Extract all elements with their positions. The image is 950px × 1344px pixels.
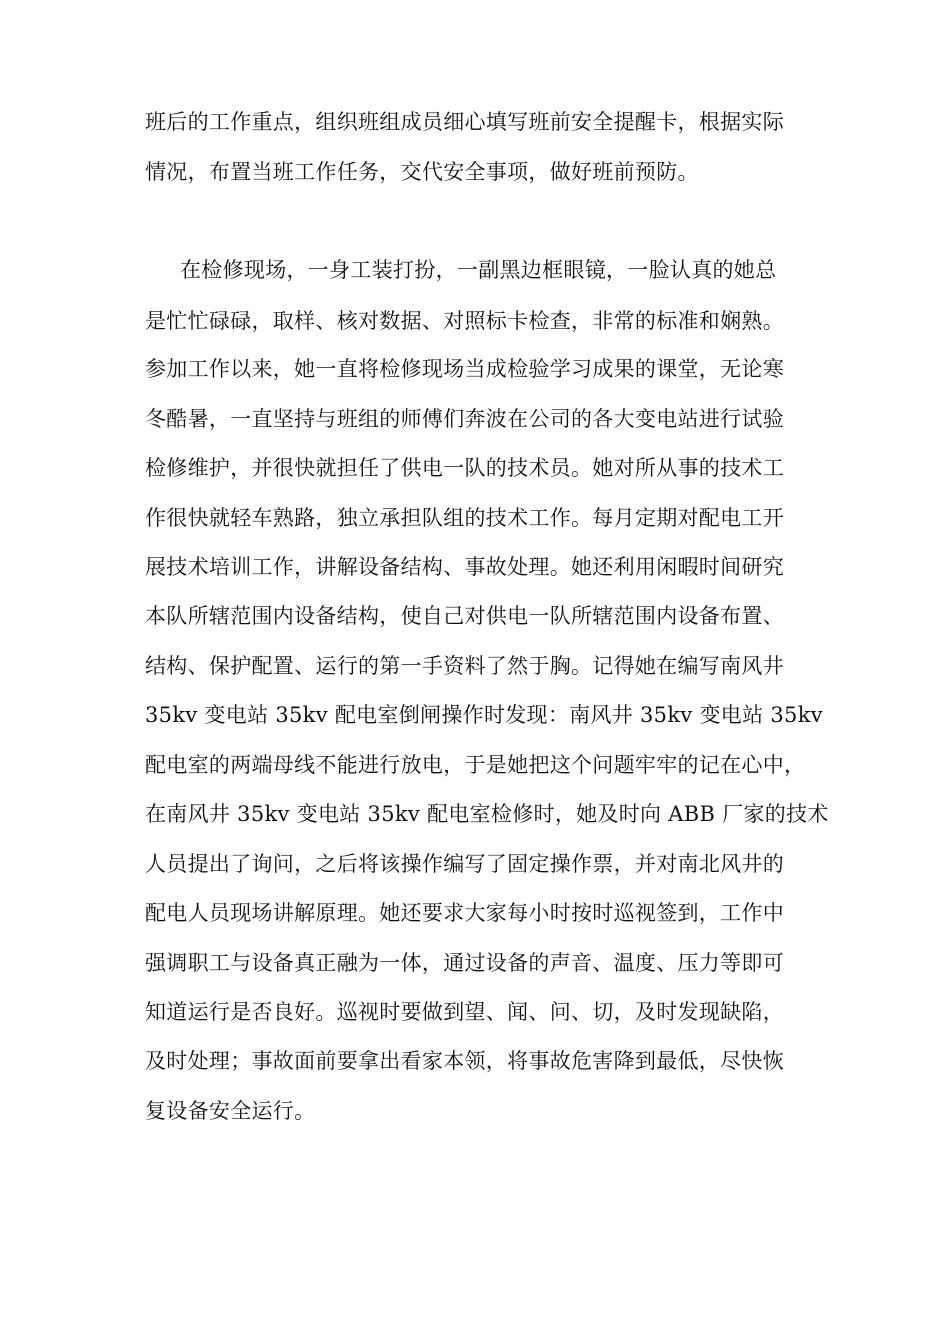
paragraph-2-line-17: 及时处理；事故面前要拿出看家本领，将事故危害降到最低，尽快恢: [145, 1049, 784, 1073]
paragraph-2-line-1: 在检修现场，一身工装打扮，一副黑边框眼镜，一脸认真的她总: [180, 258, 777, 282]
paragraph-2-line-9: 结构、保护配置、运行的第一手资料了然于胸。记得她在编写南风井: [145, 654, 784, 678]
paragraph-2-line-18: 复设备安全运行。: [145, 1099, 316, 1123]
paragraph-2-line-12: 在南风井 35kv 变电站 35kv 配电室检修时，她及时向 ABB 厂家的技术: [145, 802, 829, 826]
paragraph-2-line-10: 35kv 变电站 35kv 配电室倒闸操作时发现：南风井 35kv 变电站 35kv: [145, 703, 823, 727]
paragraph-1-line-2: 情况，布置当班工作任务，交代安全事项，做好班前预防。: [145, 160, 699, 184]
paragraph-2-line-8: 本队所辖范围内设备结构，使自己对供电一队所辖范围内设备布置、: [145, 604, 784, 628]
paragraph-2-line-4: 冬酷暑，一直坚持与班组的师傅们奔波在公司的各大变电站进行试验: [145, 407, 784, 431]
paragraph-2-line-15: 强调职工与设备真正融为一体，通过设备的声音、温度、压力等即可: [145, 951, 784, 975]
paragraph-2-line-7: 展技术培训工作，讲解设备结构、事故处理。她还利用闲暇时间研究: [145, 555, 784, 579]
paragraph-2-line-13: 人员提出了询问，之后将该操作编写了固定操作票，并对南北风井的: [145, 852, 784, 876]
paragraph-2-line-5: 检修维护，并很快就担任了供电一队的技术员。她对所从事的技术工: [145, 456, 784, 480]
paragraph-2-line-2: 是忙忙碌碌，取样、核对数据、对照标卡检查，非常的标准和娴熟。: [145, 309, 784, 333]
paragraph-2-line-3: 参加工作以来，她一直将检修现场当成检验学习成果的课堂，无论寒: [145, 357, 784, 381]
paragraph-2-line-6: 作很快就轻车熟路，独立承担队组的技术工作。每月定期对配电工开: [145, 506, 784, 530]
paragraph-1-line-1: 班后的工作重点，组织班组成员细心填写班前安全提醒卡，根据实际: [145, 110, 784, 134]
paragraph-2-line-16: 知道运行是否良好。巡视时要做到望、闻、问、切，及时发现缺陷，: [145, 1000, 784, 1024]
paragraph-2-line-14: 配电人员现场讲解原理。她还要求大家每小时按时巡视签到，工作中: [145, 901, 784, 925]
paragraph-2-line-11: 配电室的两端母线不能进行放电，于是她把这个问题牢牢的记在心中，: [145, 753, 806, 777]
